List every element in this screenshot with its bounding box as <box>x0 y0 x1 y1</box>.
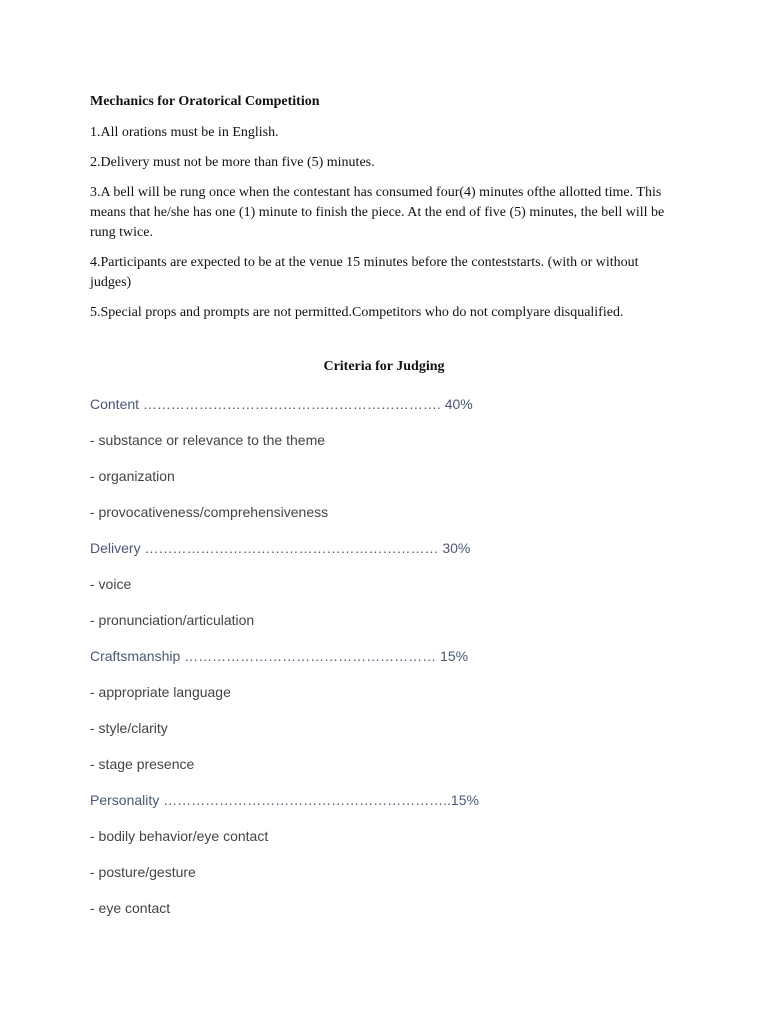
criterion-subitem: - posture/gesture <box>90 864 196 880</box>
criterion-subitem: - organization <box>90 468 175 484</box>
criterion-subitem: - style/clarity <box>90 720 168 736</box>
criterion-subitem: - eye contact <box>90 900 171 916</box>
criterion-content: Content ………………………………………………………. 40% <box>90 396 473 412</box>
criterion-subitem: - substance or relevance to the theme <box>90 432 326 448</box>
rule-item: 1.All orations must be in English. <box>90 125 279 140</box>
criterion-subitem: - provocativeness/comprehensiveness <box>90 504 329 520</box>
criterion-personality: Personality ……………………………………………………..15% <box>90 792 479 808</box>
criterion-subitem: - bodily behavior/eye contact <box>90 828 269 844</box>
document-title: Mechanics for Oratorical Competition <box>90 94 320 109</box>
rule-item: 2.Delivery must not be more than five (5) minutes. <box>90 155 375 170</box>
criteria-heading: Criteria for Judging <box>323 359 445 374</box>
criterion-subitem: - appropriate language <box>90 684 231 700</box>
rule-item: 3.A bell will be rung once when the contestant has consumed four(4) minutes ofthe allotted time. This means that he/she has one (1) minute to finish the piece. At the end of five (5) minutes, the bell will be rung twice. <box>90 185 665 240</box>
rules-list <box>90 123 680 333</box>
criterion-craftsmanship: Craftsmanship ……………………………………………… 15% <box>90 648 469 664</box>
rule-item: 4.Participants are expected to be at the venue 15 minutes before the conteststarts. (with or without judges) <box>90 255 639 290</box>
rule-item: 5.Special props and prompts are not permitted.Competitors who do not complyare disqualified. <box>90 305 624 320</box>
criterion-subitem: - voice <box>90 576 132 592</box>
criterion-subitem: - stage presence <box>90 756 195 772</box>
criterion-delivery: Delivery ……………………………………………………… 30% <box>90 540 471 556</box>
criterion-subitem: - pronunciation/articulation <box>90 612 255 628</box>
criteria-list <box>90 395 690 935</box>
